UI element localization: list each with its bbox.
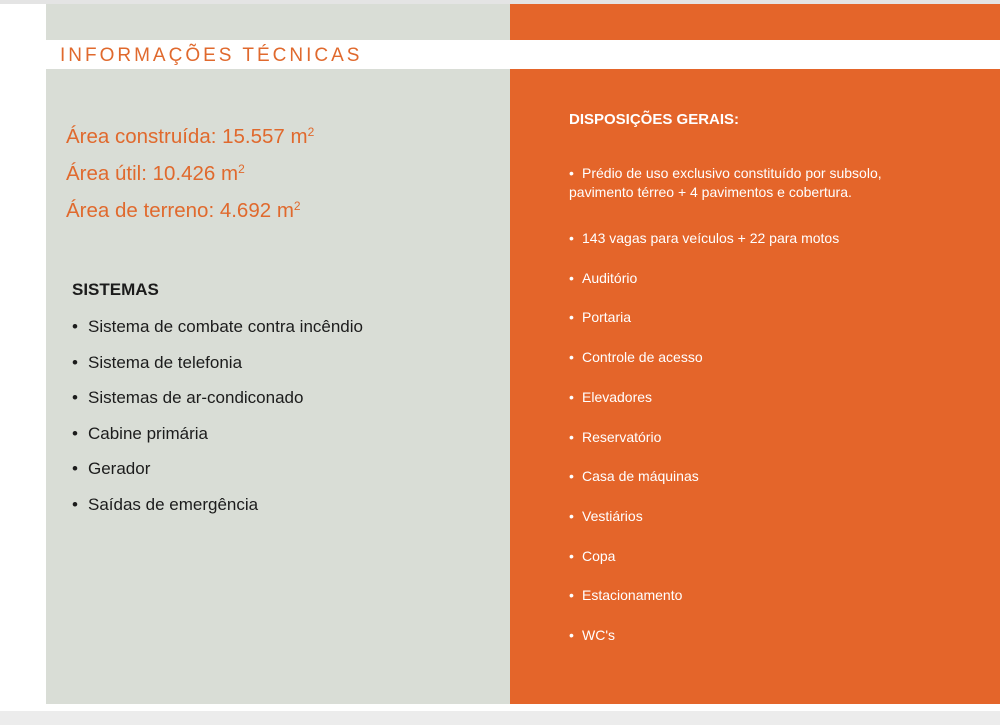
list-item-label: WC's [582,627,615,644]
list-item-label: Controle de acesso [582,349,703,366]
list-item [72,487,363,523]
disposicoes-list [569,219,839,656]
bullet-icon: • [569,388,574,405]
list-item [569,219,839,259]
bullet-icon: • [569,428,574,445]
bullet-icon: • [72,388,78,407]
list-item-label: Copa [582,547,616,564]
list-item-label: Auditório [582,269,638,286]
bullet-icon: • [569,627,574,644]
list-item-label: Elevadores [582,388,653,405]
area-useful-unit-exponent: 2 [238,162,245,176]
disposicoes-first-line-1: Prédio de uso exclusivo constituído por subsolo, [582,165,882,181]
bullet-icon: • [72,459,78,478]
systems-list [72,309,363,522]
page-title: INFORMAÇÕES TÉCNICAS [60,45,363,66]
list-item [569,259,839,299]
list-item [569,338,839,378]
list-item-label: Sistemas de ar-condiconado [88,388,304,407]
list-item [72,416,363,452]
area-list [66,118,314,229]
list-item [569,457,839,497]
list-item-label: Gerador [88,459,151,478]
list-item-label: Sistema de telefonia [88,352,243,372]
disposicoes-first-line [569,164,882,183]
bullet-icon: • [569,230,574,246]
list-item-label: Cabine primária [88,423,208,443]
area-built [66,118,314,155]
bullet-icon: • [569,349,574,366]
list-item [569,537,839,577]
bullet-icon: • [569,165,574,181]
area-built-unit-exponent: 2 [307,125,315,139]
bullet-icon: • [569,269,574,286]
list-item [72,380,363,416]
list-item [569,576,839,616]
area-land-unit-exponent: 2 [293,199,301,213]
bullet-icon: • [72,494,78,514]
bullet-icon: • [72,352,78,372]
bullet-icon: • [72,423,78,443]
systems-heading: SISTEMAS [72,280,159,299]
area-built-label: Área construída: 15.557 m [66,125,308,148]
disposicoes-first-item [569,164,882,202]
list-item [569,616,839,656]
list-item-label: Portaria [582,309,632,326]
bullet-icon: • [569,468,574,485]
list-item-label: Reservatório [582,428,662,445]
list-item [72,309,363,345]
list-item [569,378,839,418]
bullet-icon: • [569,507,574,524]
bullet-icon: • [569,587,574,604]
list-item-label: Vestiários [582,507,643,524]
list-item [569,497,839,537]
list-item-label: Saídas de emergência [88,494,259,514]
list-item [72,345,363,381]
list-item [569,298,839,338]
list-item-label: Estacionamento [582,587,683,604]
area-useful [66,155,314,192]
list-item-label: 143 vagas para veículos + 22 para motos [582,230,840,246]
bullet-icon: • [569,309,574,326]
list-item [72,451,363,487]
list-item-label: Sistema de combate contra incêndio [88,317,363,336]
area-useful-label: Área útil: 10.426 m [66,162,239,185]
list-item [569,418,839,458]
bullet-icon: • [72,317,78,336]
page-bottom-edge [0,711,1000,725]
area-land-label: Área de terreno: 4.692 m [66,199,294,222]
area-land [66,192,314,229]
disposicoes-heading: DISPOSIÇÕES GERAIS: [569,111,740,128]
bullet-icon: • [569,547,574,564]
list-item-label: Casa de máquinas [582,468,699,485]
disposicoes-first-line-2: pavimento térreo + 4 pavimentos e cobertura. [569,184,852,200]
